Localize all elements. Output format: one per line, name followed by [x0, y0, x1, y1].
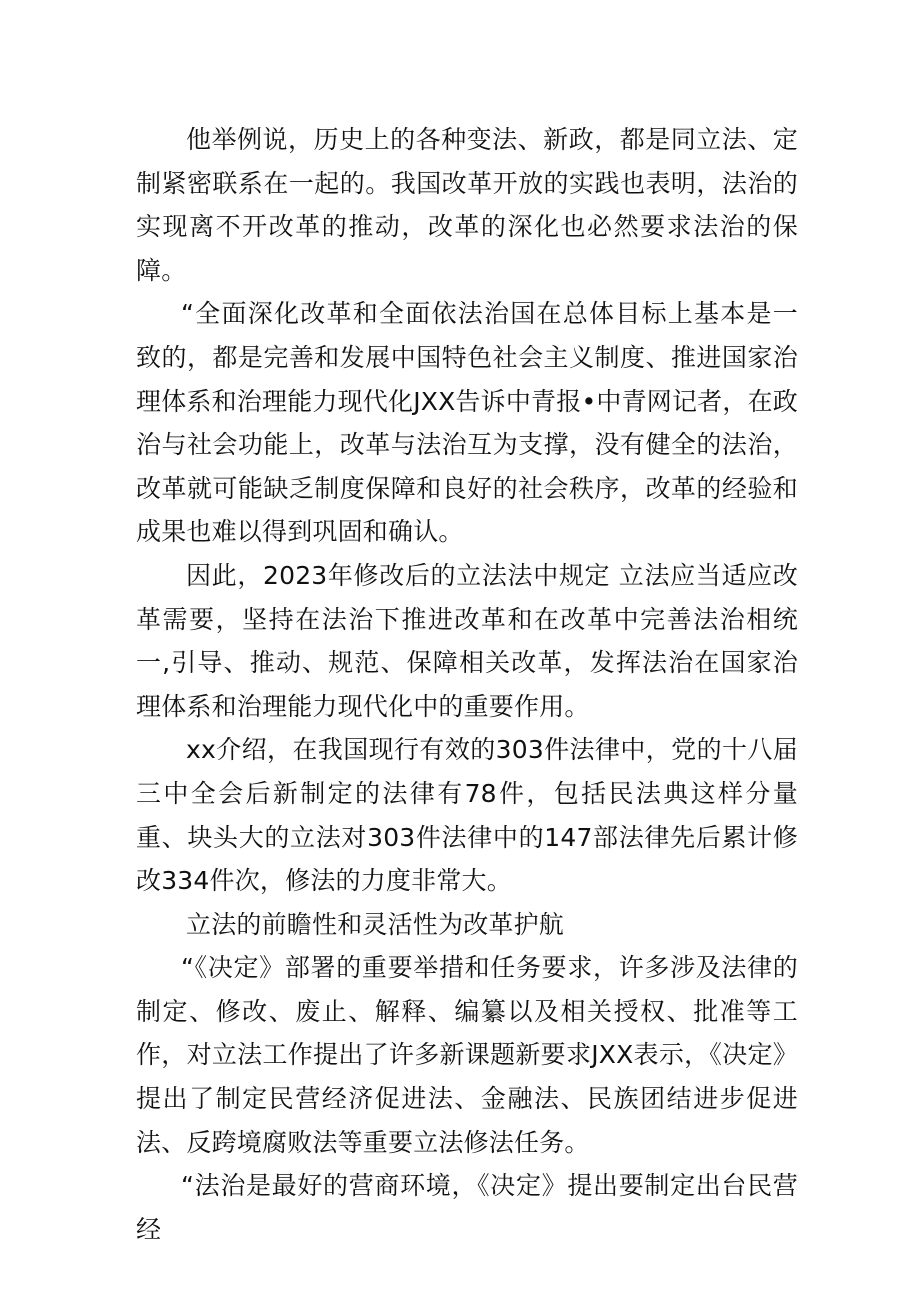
- section-heading: 立法的前瞻性和灵活性为改革护航: [186, 909, 565, 939]
- paragraph-reform-history: 他举例说，历史上的各种变法、新政，都是同立法、定制紧密联系在一起的。我国改革开放的实践也表明，法治的实现离不开改革的推动，改革的深化也必然要求法治的保障。: [136, 125, 798, 285]
- article-body: [136, 118, 798, 1251]
- paragraph-law-statistics: xx介绍，在我国现行有效的303件法律中，党的十八届三中全会后新制定的法律有78件，包括民法典这样分量重、块头大的立法对303件法律中的147部法律先后累计修改334件次，修法的力度非常大。: [136, 735, 798, 896]
- paragraph-reform-and-rule-of-law: “全面深化改革和全面依法治国在总体目标上基本是一致的，都是完善和发展中国特色社会主义制度、推进国家治理体系和治理能力现代化JXX告诉中青报•中青网记者，在政治与社会功能上，改革与法治互为支撑，没有健全的法治，改革就可能缺乏制度保障和良好的社会秩序，改革的经验和成果也难以得到巩固和确认。: [136, 299, 798, 547]
- paragraph-decision-tasks: “《决定》部署的重要举措和任务要求，许多涉及法律的制定、修改、废止、解释、编纂以及相关授权、批准等工作，对立法工作提出了许多新课题新要求JXX表示，《决定》提出了制定民营经济促进法、金融法、民族团结进步促进法、反跨境腐败法等重要立法修法任务。: [136, 953, 798, 1157]
- paragraph-legislation-law-2023: 因此，2023年修改后的立法法中规定 立法应当适应改革需要，坚持在法治下推进改革和在改革中完善法治相统一,引导、推动、规范、保障相关改革，发挥法治在国家治理体系和治理能力现代化中的重要作用。: [136, 560, 798, 721]
- paragraph-business-environment: “法治是最好的营商环境，《决定》提出要制定出台民营经: [136, 1171, 798, 1244]
